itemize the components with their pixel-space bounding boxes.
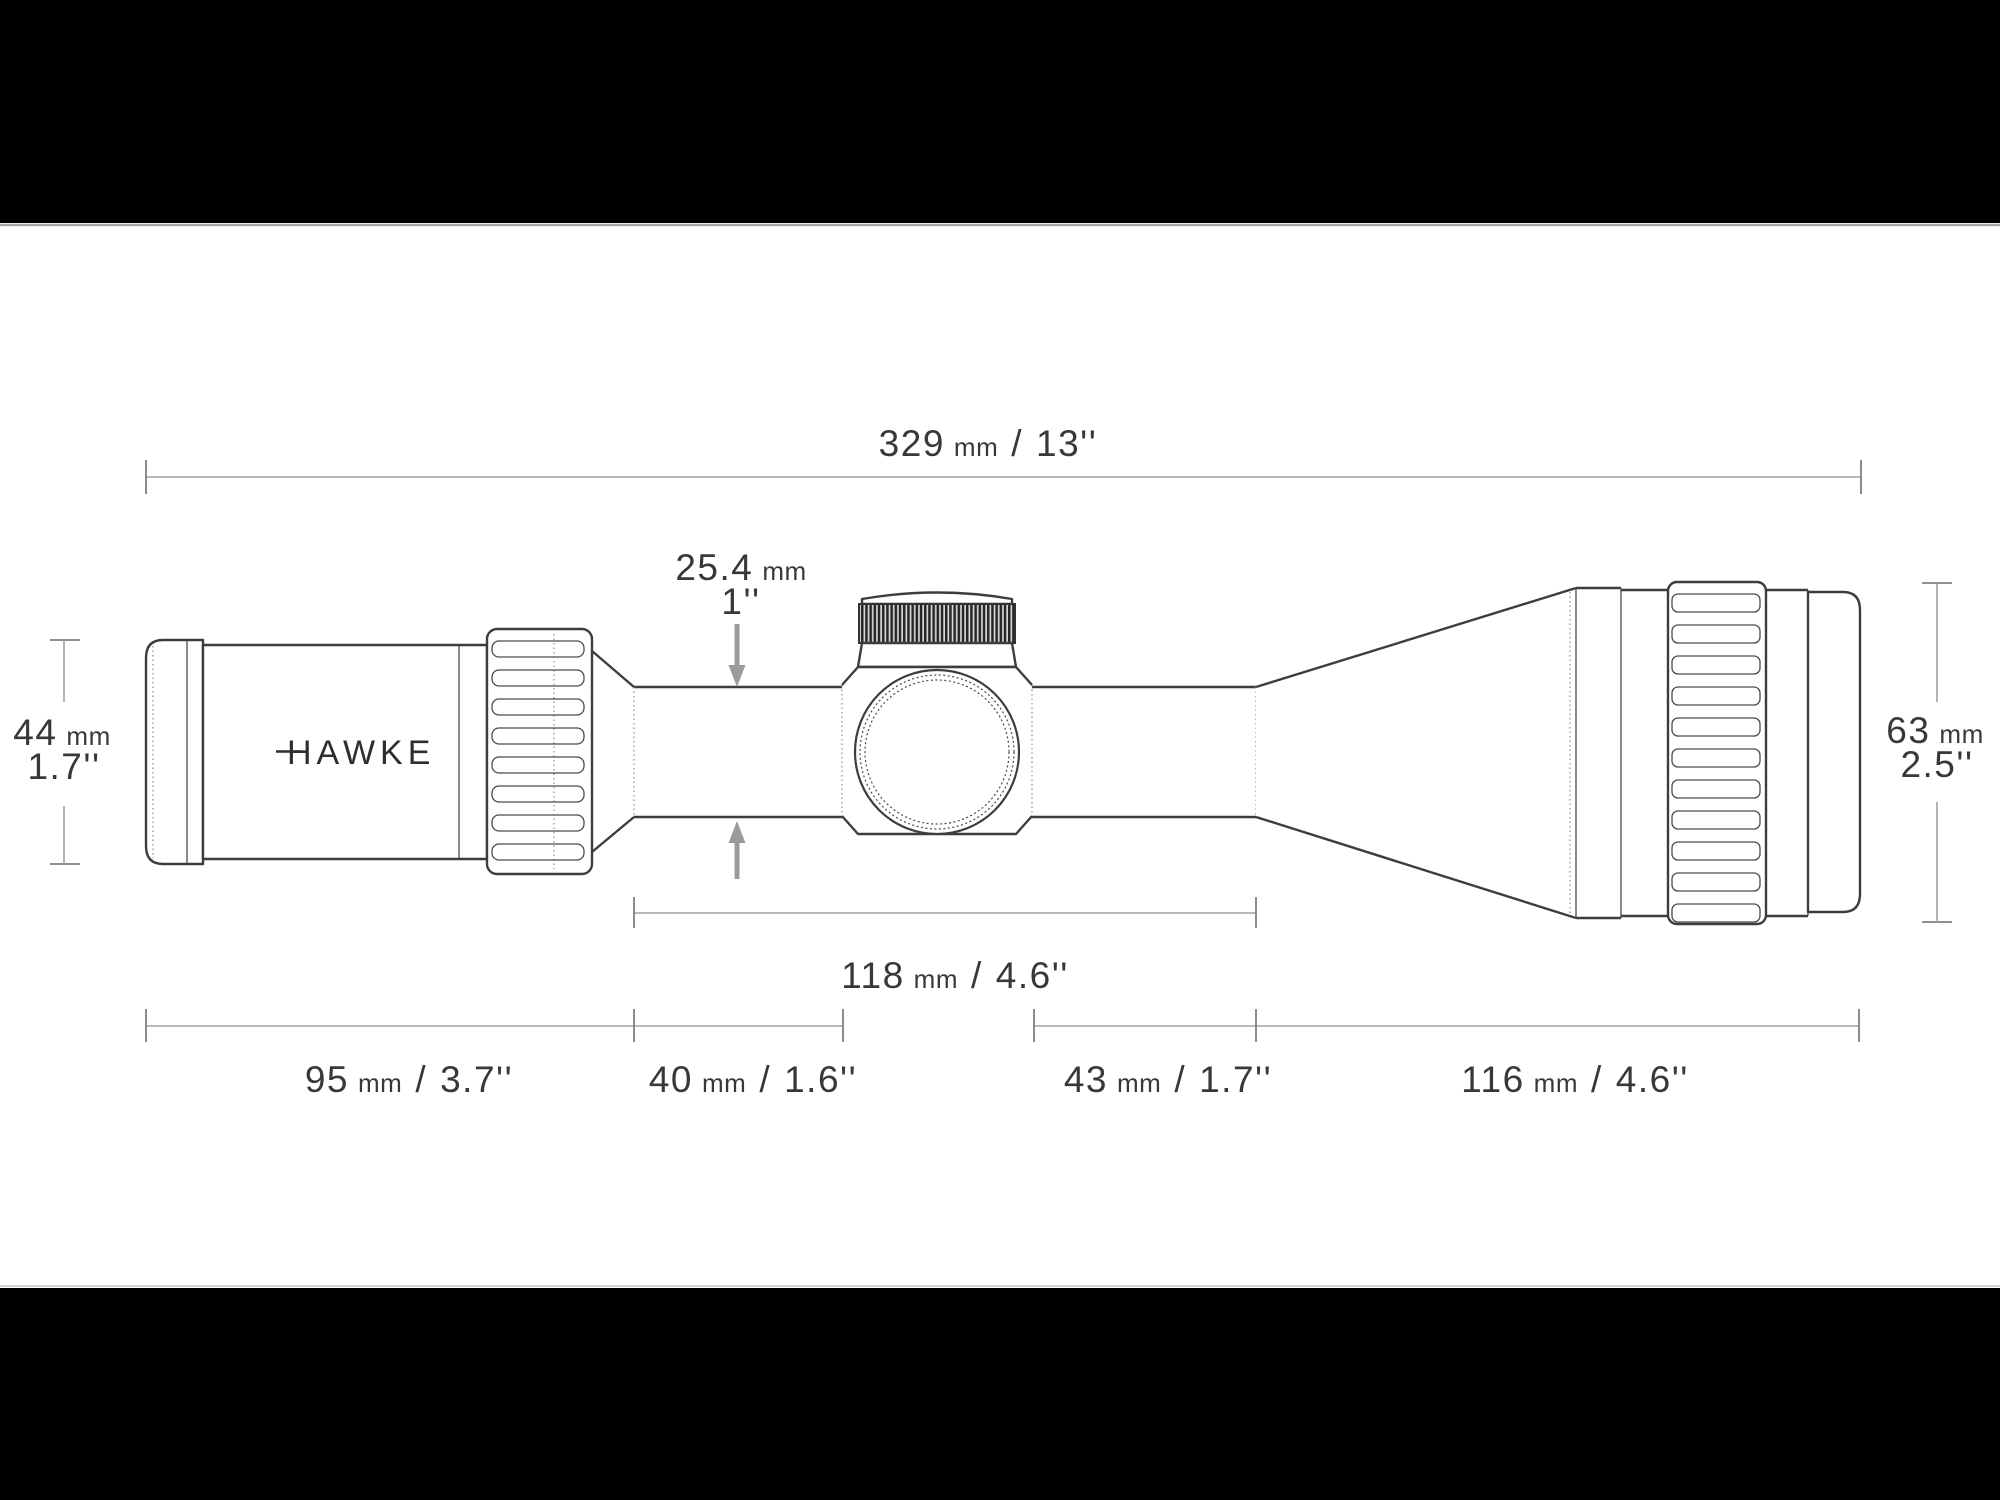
dim-main-tube-length (634, 897, 1256, 996)
zoom-ring (487, 629, 592, 874)
dim-objective-diameter (1886, 583, 1983, 922)
dim-tube-diameter-label: 25.4 mm (675, 547, 807, 588)
zoom-ring-body (487, 629, 592, 874)
turret-cap-top (862, 593, 1012, 605)
brand-logo (276, 734, 435, 772)
dim-bottom-row (146, 1009, 1859, 1100)
side-turret-outer-ring (855, 670, 1019, 834)
turret-cap-base (858, 643, 1016, 667)
elevation-turret (858, 593, 1016, 668)
dim-objective-length-label: 116 mm / 4.6'' (1461, 1059, 1689, 1100)
brand-logo-text: HAWKE (287, 734, 436, 772)
dim-eyepiece-diameter-inches: 1.7'' (27, 746, 101, 787)
dim-eyepiece-diameter (13, 640, 110, 864)
turret-cap-knurl (859, 604, 1015, 643)
eyepiece-taper-top (592, 651, 634, 687)
eyepiece-taper-bottom (592, 817, 634, 852)
arrow-up-head (729, 821, 746, 843)
arrow-down-head (729, 665, 746, 687)
objective-bell (1256, 582, 1860, 924)
eyepiece-end-cap (146, 640, 203, 864)
letterbox-top (0, 0, 2000, 223)
dim-main-tube-label: 118 mm / 4.6'' (841, 955, 1069, 996)
turret-saddle (842, 667, 1032, 834)
dim-eyepiece-length-label: 95 mm / 3.7'' (304, 1059, 514, 1100)
objective-end-cap (1808, 592, 1860, 912)
letterbox-bottom (0, 1288, 2000, 1500)
dim-eyepiece-diameter-label: 44 mm (13, 712, 111, 753)
dim-tube-right-label: 43 mm / 1.7'' (1063, 1059, 1273, 1100)
objective-knurled-ring (1668, 582, 1766, 924)
dim-objective-diameter-inches: 2.5'' (1900, 744, 1974, 785)
dim-total-length-label: 329 mm / 13'' (878, 423, 1098, 464)
dim-tube-diameter-inches: 1'' (721, 581, 761, 622)
dim-total-length (146, 423, 1861, 494)
dim-objective-diameter-label: 63 mm (1886, 710, 1984, 751)
eyepiece (146, 629, 634, 874)
dim-tube-left-label: 40 mm / 1.6'' (648, 1059, 858, 1100)
